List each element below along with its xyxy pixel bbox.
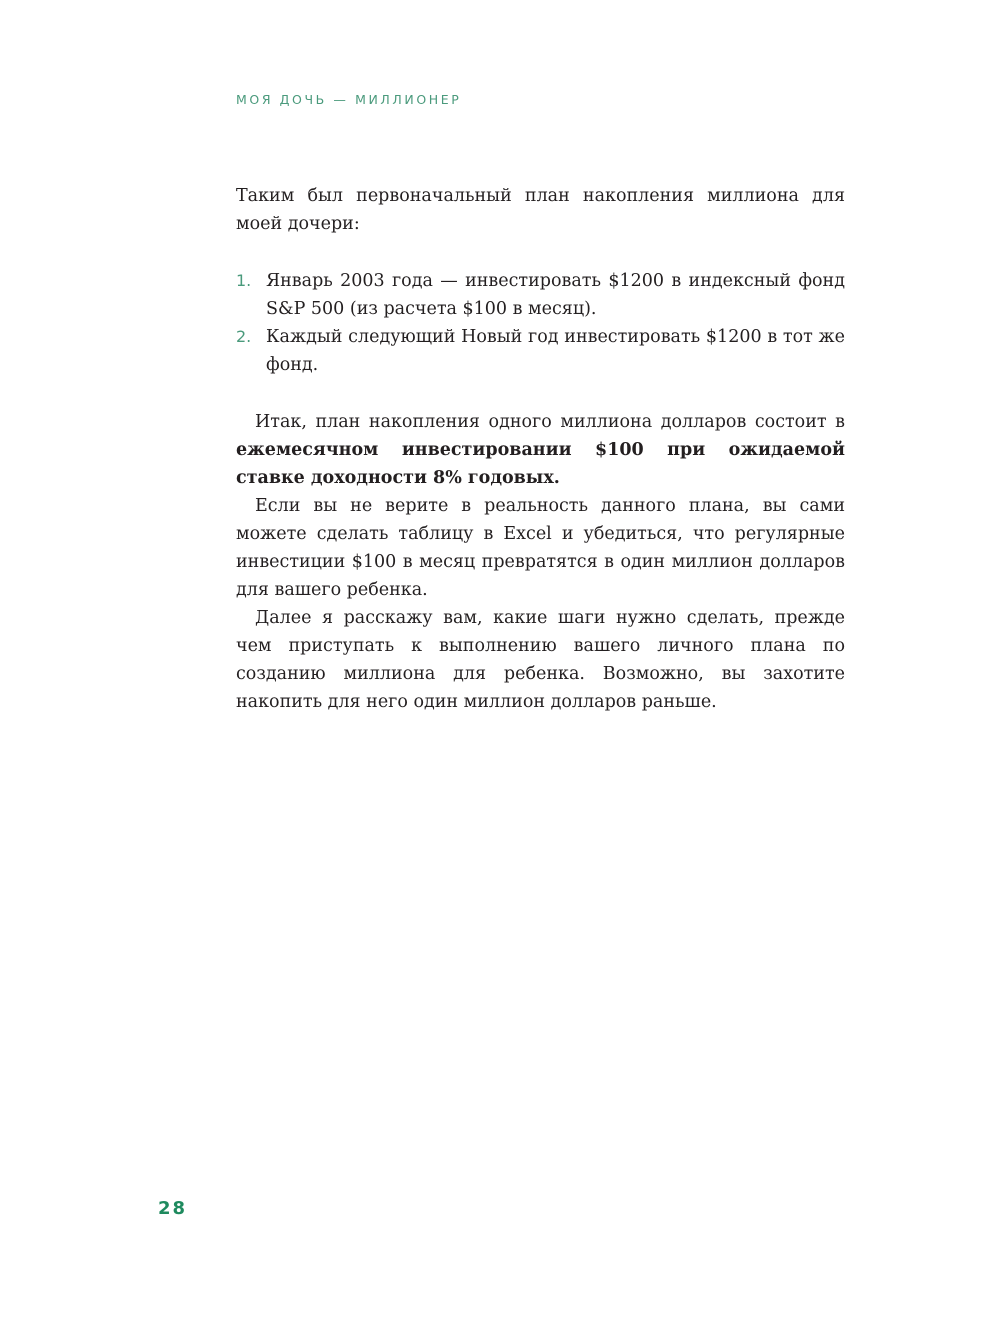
plan-list (236, 267, 845, 379)
page-number: 28 (158, 1198, 188, 1219)
paragraph-next-steps: Далее я расскажу вам, какие шаги нужно сделать, прежде чем приступать к выполнению вашего личного плана по созданию миллиона для ребенка. Возможно, вы захотите накопить для него один миллион долларов раньше. (236, 608, 845, 712)
intro-paragraph: Таким был первоначальный план накопления миллиона для моей дочери: (236, 186, 845, 234)
list-item (236, 323, 845, 379)
paragraph-excel: Если вы не верите в реальность данного плана, вы сами можете сделать таблицу в Excel и убедиться, что регулярные инвестиции $100 в месяц превратятся в один миллион долларов для вашего ребенка. (236, 496, 845, 600)
paragraph-plan-summary (236, 408, 845, 492)
list-item-number: 2. (236, 327, 252, 346)
list-item (236, 267, 845, 323)
paragraph-plan-summary-start: Итак, план накопления одного миллиона долларов состоит в (255, 412, 845, 432)
list-item-text: Каждый следующий Новый год инвестировать $1200 в тот же фонд. (266, 327, 845, 375)
body-text (236, 408, 845, 716)
list-item-number: 1. (236, 271, 252, 290)
list-item-text: Январь 2003 года — инвестировать $1200 в индексный фонд S&P 500 (из расчета $100 в месяц). (266, 271, 845, 319)
paragraph-plan-summary-bold: ежемесячном инвестировании $100 при ожидаемой ставке доходности 8% годовых. (236, 440, 845, 488)
running-head: МОЯ ДОЧЬ — МИЛЛИОНЕР (236, 92, 462, 107)
